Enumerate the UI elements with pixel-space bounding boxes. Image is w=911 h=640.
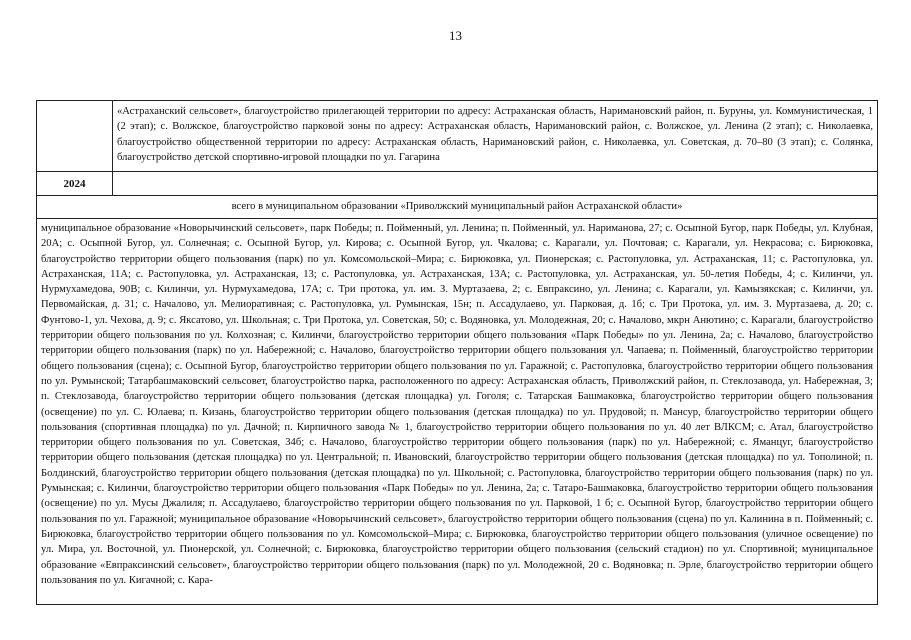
column-divider [112, 101, 113, 195]
main-text: муниципальное образование «Новорычинский сельсовет», парк Победы; п. Пойменный, ул. Ленина; п. Пойменный, ул. Нариманова, 27; с. Осыпной Бугор, парк Победы, ул. Клубная, 20А; с. Осыпной Бугор, ул. Солнечная; с. Осыпной Бугор, ул. Кирова; с. Осыпной Бугор, ул. Чкалова; с. Карагали, ул. Почтовая; с. Карагали, ул. Некрасова; с. Бирюковка, благоустройство территории общего пользования (парк) по ул. Комсомольской–Мира; с. Бирюковка, ул. Пионерская; с. Растопуловка, ул. Астраханская, 11; с. Растопуловка, ул. Астраханская, 11А; с. Растопуловка, ул. Астраханская, 13; с. Растопуловка, ул. Астраханская, 13А; с. Растопуловка, ул. Астраханская, ул. 50-летия Победы, 4; с. Килинчи, ул. Нурмухамедова, 90В; с. Килинчи, ул. Нурмухамедова, 17А; с. Три протока, ул. им. З. Муртазаева, 2; с. Евпраксино, ул. Ленина; с. Карагали, ул. Камызякская; с. Килинчи, ул. Первомайская, д. 31; с. Началово, ул. Мелиоративная; с. Растопуловка, ул. Румынская, 15н; п. Ассадулаево, ул. Парковая, д. 1б; с. Три Протока, ул. им. З. Муртазаева, д. 20; с. Фунтово-1, ул. Чехова, д. 9; с. Яксатово, ул. Школьная; с. Три Протока, ул. Советская, 50; с. Водяновка, ул. Молодежная, 20; с. Началово, мкрн Анютино; с. Карагали, благоустройство территории общего пользования по ул. Колхозная; с. Килинчи, благоустройство территории общего пользования «Парк Победы» по ул. Ленина, 2а; с. Началово, благоустройство территории общего пользования (парк) по ул. Набережной; с. Началово, благоустройство территории общего пользования ул. Чапаева; п. Пойменный, благоустройство территории общего пользования (сцена); с. Осыпной Бугор, благоустройство территории общего пользования по ул. Гаражной; с. Растопуловка, благоустройство территории общего пользования по ул. Румынской; Татарбашмаковский сельсовет, благоустройство парка, расположенного по адресу: Астраханская область, Приволжский район, п. Стеклозавода, ул. Набережная, 3; п. Стеклозавода, благоустройство территории общего пользования (детская площадка) ул. Гоголя; с. Татарская Башмаковка, благоустройство территории общего пользования (освещение) по ул. С. Юлаева; п. Кизань, благоустройство территории общего пользования (детская площадка) по ул. Прудовой; п. Мансур, благоустройство территории общего пользования (спортивная площадка) по ул. Дачной; п. Кирпичного завода № 1, благоустройство территории общего пользования по ул. 40 лет ВЛКСМ; с. Атал, благоустройство территории общего пользования по ул. Советская, 34б; с. Началово, благоустройство территории общего пользования (парк) по ул. Набережной; с. Яманцуг, благоустройство территории общего пользования (детская площадка) по ул. Центральной; п. Ивановский, благоустройство территории общего пользования (детская площадка) по ул. Тополиной; п. Болдинский, благоустройство территории общего пользования (детская площадка) по ул. Школьной; с. Растопуловка, благоустройство территории общего пользования (парк) по ул. Румынская; с. Килинчи, благоустройство территории общего пользования «Парк Победы» по ул. Ленина, 2а; с. Татаро-Башмаковка, благоустройство территории общего пользования (освещение) по ул. Мусы Джалиля; п. Ассадулаево, благоустройство территории общего пользования по ул. Парковой, 1 б; с. Осыпной Бугор, благоустройство территории общего пользования по ул. Гаражной; муниципальное образование «Новорычинский сельсовет», благоустройство территории общего пользования (сцена) по ул. Калинина в п. Пойменный; с. Бирюковка, благоустройство территории общего пользования по ул. Комсомольской–Мира; с. Бирюковка, благоустройство территории общего пользования (уличное освещение) по ул. Мира, ул. Восточной, ул. Пионерской, ул. Солнечной; с. Бирюковка, благоустройство территории общего пользования (сельский стадион) по ул. Спортивной; муниципальное образование «Евпраксинский сельсовет», благоустройство территории общего пользования (парк) по ул. Молодежной, 20 с. Водяновка; п. Эрле, благоустройство территории общего пользования по ул. Кигачной; с. Кара- [41, 223, 873, 586]
row-divider [37, 171, 877, 172]
document-table [36, 100, 878, 605]
section-heading: всего в муниципальном образовании «Приволжский муниципальный район Астраханской области» [231, 201, 683, 212]
row-divider [37, 218, 877, 219]
row-text-sovets: «Астраханский сельсовет», благоустройство прилегающей территории по адресу: Астраханская область, Наримановский район, п. Буруны, ул. Коммунистическая, 1 (2 этап); с. Волжское, благоустройство парковой зоны по адресу: Астраханская область, Наримановский район, с. Волжское, ул. Ленина (2 этап); с. Николаевка, благоустройство общественной территории по адресу: Астраханская область, Наримановский район, с. Николаевка, ул. Советская, д. 70–80 (3 этап); с. Солянка, благоустройство детской спортивно-игровой площадки по ул. Гагарина [117, 106, 873, 163]
page-number: 13 [449, 28, 462, 43]
year-cell: 2024 [63, 178, 86, 190]
